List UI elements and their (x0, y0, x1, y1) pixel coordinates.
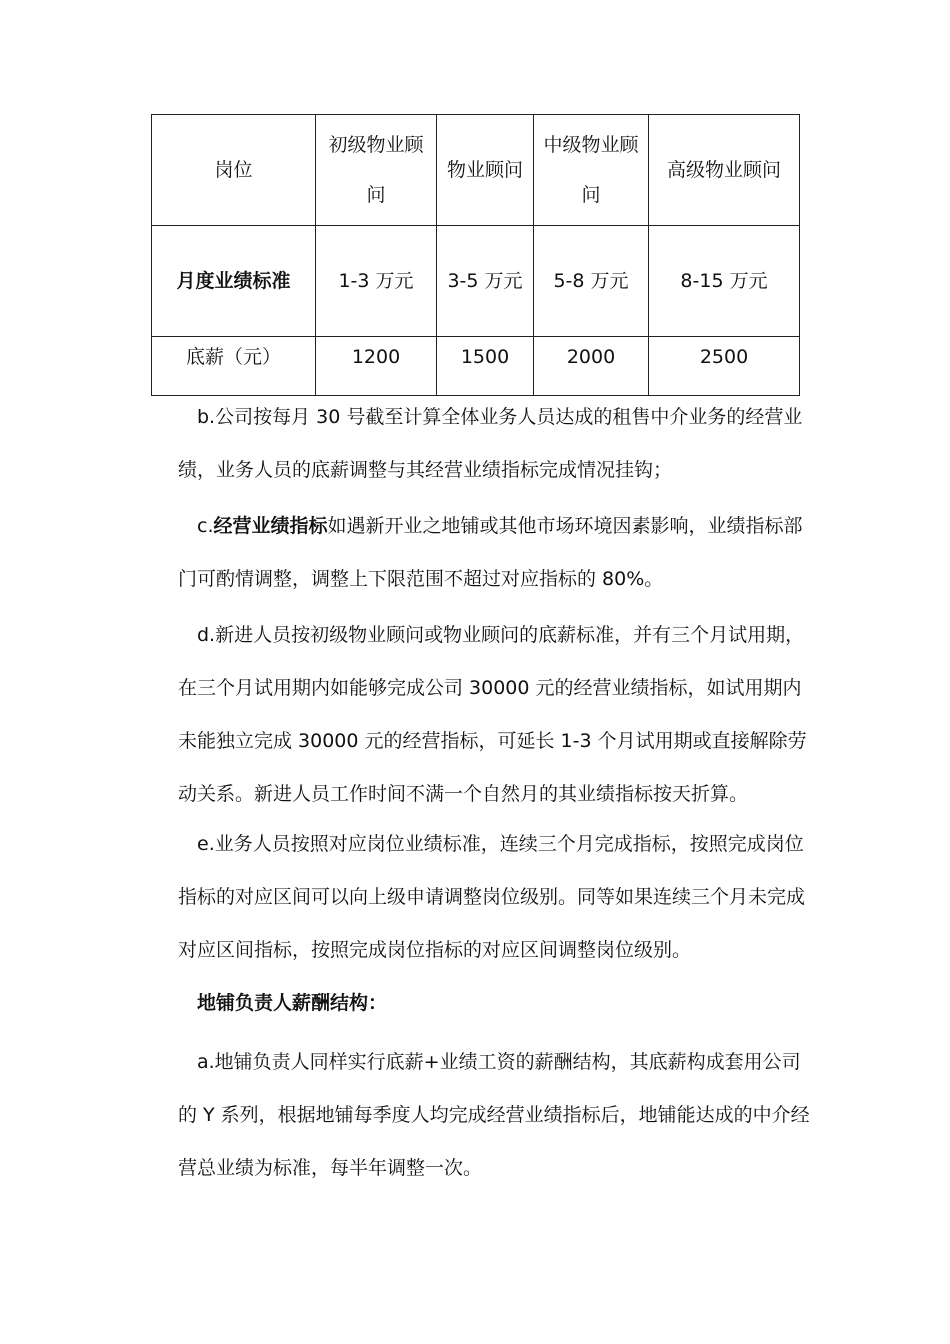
table-row-label: 月度业绩标准 (152, 226, 316, 337)
table-header-cell: 高级物业顾问 (649, 115, 800, 226)
table-cell: 1500 (437, 337, 534, 396)
table-cell: 2500 (649, 337, 800, 396)
paragraph-c-text: 如遇新开业之地铺或其他市场环境因素影响，业绩指标部门可酌情调整，调整上下限范围不超过对应指标的 80%。 (178, 515, 803, 590)
table-cell: 1200 (316, 337, 437, 396)
table-cell: 1-3 万元 (316, 226, 437, 337)
paragraph-b: b.公司按每月 30 号截至计算全体业务人员达成的租售中介业务的经营业绩，业务人员的底薪调整与其经营业绩指标完成情况挂钩； (178, 406, 803, 481)
paragraph-c (178, 500, 818, 606)
table-cell: 2000 (534, 337, 649, 396)
table-row (152, 226, 800, 337)
table-header-cell: 物业顾问 (437, 115, 534, 226)
table-header-cell: 初级物业顾问 (316, 115, 437, 226)
table-cell: 5-8 万元 (534, 226, 649, 337)
table-header-cell: 岗位 (152, 115, 316, 226)
section-heading: 地铺负责人薪酬结构： (197, 992, 388, 1014)
paragraph-a: a.地铺负责人同样实行底薪+业绩工资的薪酬结构，其底薪构成套用公司的 Y 系列，根据地铺每季度人均完成经营业绩指标后，地铺能达成的中介经营总业绩为标准，每半年调整一次。 (178, 1051, 810, 1179)
salary-table (151, 114, 800, 396)
table-header-row (152, 115, 800, 226)
table-cell: 3-5 万元 (437, 226, 534, 337)
paragraph-e: e.业务人员按照对应岗位业绩标准，连续三个月完成指标，按照完成岗位指标的对应区间可以向上级申请调整岗位级别。同等如果连续三个月未完成对应区间指标，按照完成岗位指标的对应区间调整岗位级别。 (178, 833, 806, 961)
paragraph-d: d.新进人员按初级物业顾问或物业顾问的底薪标准，并有三个月试用期，在三个月试用期内如能够完成公司 30000 元的经营业绩指标，如试用期内未能独立完成 30000 元的经营指标，可延长 1-3 个月试用期或直接解除劳动关系。新进人员工作时间不满一个自然月的其业绩指标按天折算。 (178, 624, 807, 805)
table-header-cell: 中级物业顾问 (534, 115, 649, 226)
table-row (152, 337, 800, 396)
table-cell: 8-15 万元 (649, 226, 800, 337)
paragraph-c-bold: 经营业绩指标 (213, 515, 328, 537)
table-row-label: 底薪（元） (152, 337, 316, 396)
paragraph-c-prefix: c. (197, 515, 214, 537)
